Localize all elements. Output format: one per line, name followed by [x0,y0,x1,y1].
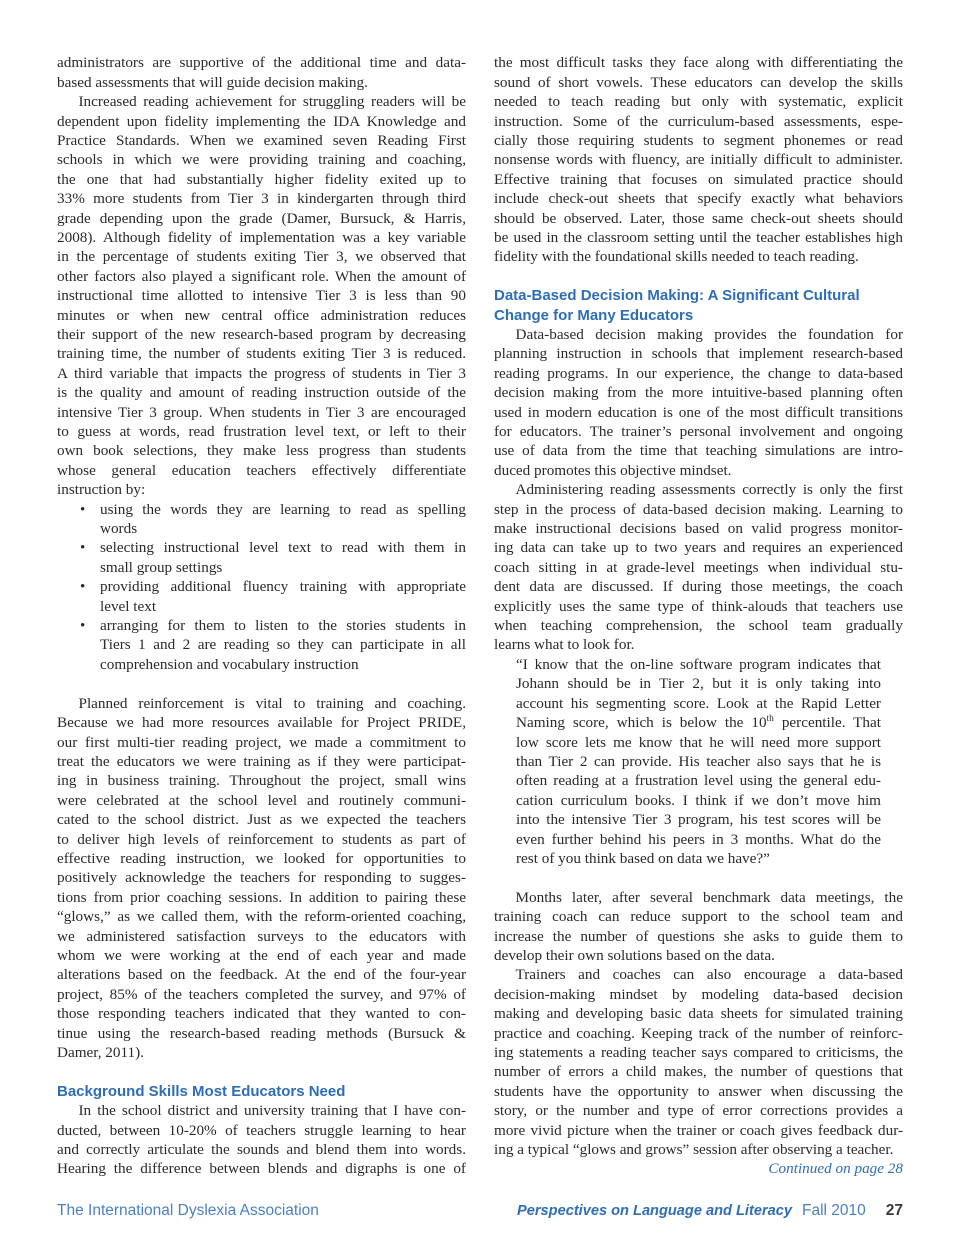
text-line: learns what to look for. [494,636,635,654]
text-line: training time, the number of students exiting Tier 3 is reduced. [57,345,466,363]
text-line: rest of you think based on data we have?” [516,849,770,867]
text-line: own book selections, they make less progress than students [57,442,466,460]
text-line: Increased reading achievement for struggling readers will be [78,93,466,111]
text-line: schools in which we were providing training and coaching, [57,151,466,169]
text-line: project, 85% of the teachers completed the survey, and 97% of [57,985,466,1003]
paragraph [494,965,903,1159]
text-line: Practice Standards. When we examined seven Reading First [57,131,466,149]
text-line: words [100,520,138,538]
text-line: their support of the new research-based program by decreasing [57,325,466,343]
text-line: needed to teach reading but only with systematic, explicit [494,93,903,111]
text-line: treat the educators we were training as if they were participat- [57,752,466,770]
text-line: sound of short vowels. These educators can develop the skills [494,73,903,91]
bullet-icon [80,500,85,519]
text-line: effective reading instruction, we looked for opportunities to [57,849,466,867]
issue-season: Fall 2010 [801,1202,866,1219]
text-line: Because we had more resources available for Project PRIDE, [57,714,466,732]
paragraph [57,1101,466,1179]
bullet-list [100,500,466,675]
blank-line [494,868,903,887]
text-line: Continued on page 28 [768,1160,903,1178]
text-line: be used in the classroom setting until the teacher establishes high [494,228,903,246]
paragraph [494,888,903,966]
paragraph [57,53,466,92]
paragraph [57,92,466,500]
text-line: ing statements a reading teacher says compared to criticisms, the [494,1044,903,1062]
text-line: practice and coaching. Keeping track of the number of reinforc- [494,1024,903,1042]
text-line: often reading at a frustration level using the general edu- [516,772,881,790]
issue-info [517,1199,903,1223]
text-line: Tiers 1 and 2 are reading so they can participate in all [100,636,466,654]
text-line: “I know that the on-line software program indicates that [516,655,881,673]
publisher-name: The International Dyslexia Association [57,1202,319,1219]
text-line: should be observed. Later, those same check-out sheets should [494,209,903,227]
text-line: ing in business training. Throughout the project, small wins [57,772,466,790]
text-line: we administered satisfaction surveys to the educators with [57,927,466,945]
bullet-icon [80,538,85,557]
text-line: the one that had substantially higher fidelity exited up to [57,170,466,188]
text-line: decision making from the more intuitive-based planning often [494,384,903,402]
text-line: arranging for them to listen to the stories students in [100,617,466,635]
text-line: Planned reinforcement is vital to training and coaching. [78,694,466,712]
section-heading [494,286,903,325]
blank-line [494,267,903,286]
text-line: whose general education teachers effectively differentiate [57,461,466,479]
text-line: tinue using the research-based reading methods (Bursuck & [57,1024,466,1042]
bullet-item [100,500,466,539]
text-line: make instructional decisions based on valid progress monitor- [494,520,903,538]
text-line: training coach can reduce support to the school team and [494,908,903,926]
text-line [516,713,881,732]
text-line: in the percentage of students exiting Tier 3, we observed that [57,248,466,266]
text-line: nonsense words with fluency, are initially difficult to administer. [494,151,903,169]
text-line: 2008). Although fidelity of implementation was a key variable [57,228,466,246]
text-line: minutes or when new central office administration reduces [57,306,466,324]
text-line: 33% more students from Tier 3 in kindergarten through third [57,190,466,208]
paragraph [494,325,903,480]
text-line: Hearing the difference between blends and digraphs is one of [57,1160,466,1178]
text-line: positively acknowledge the teachers for responding to sugges- [57,869,466,887]
continued-notice [494,1159,903,1178]
text-line: decision-making mindset by modeling data-based decision [494,985,903,1003]
text-line: explicitly uses the same type of think-alouds that teachers use [494,597,903,615]
text-line: other factors also played a significant role. When the amount of [57,267,466,285]
text-line: the most difficult tasks they face along with differentiating the [494,54,903,72]
text-line: to deliver high levels of reinforcement to students as part of [57,830,466,848]
text-line: number of errors a child makes, the number of questions that [494,1063,903,1081]
blank-line [57,674,466,693]
text-line: Trainers and coaches can also encourage a data-based [515,966,903,984]
text-line: our first multi-tier reading project, we made a commitment to [57,733,466,751]
text-line: using the words they are learning to read as spelling [100,500,466,518]
text-line: those responding teachers indicated that they wanted to con- [57,1005,466,1023]
superscript: th [766,714,774,725]
text-line: dependent upon fidelity implementing the IDA Knowledge and [57,112,466,130]
text-line: cation curriculum books. I think if we don’t move him [516,791,881,809]
text-line: planning instruction in schools that implement research-based [494,345,903,363]
text-line: instructional time allotted to intensive Tier 3 is less than 90 [57,287,466,305]
text-line: reading programs. In our experience, the change to data-based [494,364,903,382]
text-line: providing additional fluency training with appropriate [100,578,466,596]
text-line: Effective training that focuses on simulated practice should [494,170,903,188]
text-line: ing a typical “glows and grows” session after observing a teacher. [494,1141,894,1159]
paragraph [494,480,903,655]
text-line: instruction by: [57,481,146,499]
text-line: fidelity with the foundational skills needed to teach reading. [494,248,859,266]
page-footer [57,1199,903,1223]
text-line: Damer, 2011). [57,1044,144,1062]
text-line: comprehension and vocabulary instruction [100,655,359,673]
text-line: “glows,” as we called them, with the reform-oriented coaching, [57,908,466,926]
text-line: increase the number of questions she asks to guide them to [494,927,903,945]
text-line: making and developing basic data sheets for simulated training [494,1005,903,1023]
heading-line: Background Skills Most Educators Need [57,1082,346,1100]
text-line: than Tier 2 can provide. His teacher also says that he is [516,752,881,770]
text-line: to guess at words, read frustration level text, or left to their [57,423,466,441]
right-column [494,53,903,1179]
text-line: In the school district and university training that I have con- [78,1102,466,1120]
heading-line: Change for Many Educators [494,306,694,324]
text-line: low score lets me know that he will need more support [516,733,881,751]
bullet-item [100,538,466,577]
text-line: administrators are supportive of the additional time and data- [57,54,466,72]
page-number: 27 [885,1202,903,1219]
text-line: ducted, between 10-20% of teachers struggle learning to hear [57,1121,466,1139]
text-run: Naming score, which is below the 10 [516,714,767,732]
text-line: Data-based decision making provides the foundation for [515,325,903,343]
text-line: whom we were working at the end of each year and made [57,946,466,964]
text-line: instruction. Some of the curriculum-based assessments, espe- [494,112,903,130]
text-line: were celebrated at the school level and routinely communi- [57,791,466,809]
text-line: students have the opportunity to answer when discussing the [494,1082,903,1100]
text-line: Months later, after several benchmark data meetings, the [515,888,903,906]
text-line: step in the process of data-based decision making. Learning to [494,500,903,518]
text-line: Johann should be in Tier 2, but it is only taking into [516,675,881,693]
text-line: use of data from the time that teaching simulations are intro- [494,442,903,460]
text-line: level text [100,597,157,615]
paragraph [494,53,903,266]
text-line: and correctly articulate the sounds and blend them into words. [57,1141,466,1159]
text-line: include check-out sheets that specify exactly what behaviors [494,190,903,208]
text-line: Administering reading assessments correctly is only the first [515,481,903,499]
text-line: dent data are discussed. If during those meetings, the coach [494,578,903,596]
text-line: when teaching comprehension, the school team gradually [494,617,903,635]
block-quote [516,655,881,868]
blank-line [57,1062,466,1081]
text-line: small group settings [100,558,223,576]
text-line: grade depending upon the grade (Damer, Bursuck, & Harris, [57,209,466,227]
text-line: develop their own solutions based on the data. [494,946,775,964]
heading-line: Data-Based Decision Making: A Significant Cultural [494,287,860,305]
text-line: cially those requiring students to segment phonemes or read [494,131,903,149]
text-line: coach sitting in at grade-level meetings when individual stu- [494,558,903,576]
text-line: account his segmenting score. Look at the Rapid Letter [516,694,881,712]
text-line: story, or the number and type of error corrections provides a [494,1102,903,1120]
text-line: selecting instructional level text to read with them in [100,539,466,557]
bullet-icon [80,616,85,635]
text-line: even further behind his peers in 3 months. What do the [516,830,881,848]
paragraph [57,694,466,1063]
bullet-item [100,577,466,616]
text-line: is the quality and amount of reading instruction outside of the [57,384,466,402]
text-line: alterations based on the feedback. At the end of the four-year [57,966,466,984]
bullet-item [100,616,466,674]
left-column [57,53,466,1179]
text-line: into the intensive Tier 3 program, his test scores will be [516,811,881,829]
text-line: for educators. The trainer’s personal involvement and ongoing [494,423,903,441]
text-line: based assessments that will guide decision making. [57,73,368,91]
publication-title: Perspectives on Language and Literacy [517,1203,792,1219]
text-line: used in modern education is one of the most difficult transitions [494,403,903,421]
text-run: percentile. That [773,714,881,732]
text-line: tions from prior coaching sessions. In addition to pairing these [57,888,466,906]
text-line: more vivid picture when the trainer or coach gives feedback dur- [494,1121,903,1139]
text-line: cated to the school district. Just as we expected the teachers [57,811,466,829]
bullet-icon [80,577,85,596]
section-heading [57,1082,466,1101]
text-line: intensive Tier 3 group. When students in Tier 3 are encouraged [57,403,466,421]
text-line: ing data can take up to two years and requires an experienced [494,539,903,557]
text-line: duced promotes this objective mindset. [494,461,732,479]
text-line: A third variable that impacts the progress of students in Tier 3 [57,364,466,382]
